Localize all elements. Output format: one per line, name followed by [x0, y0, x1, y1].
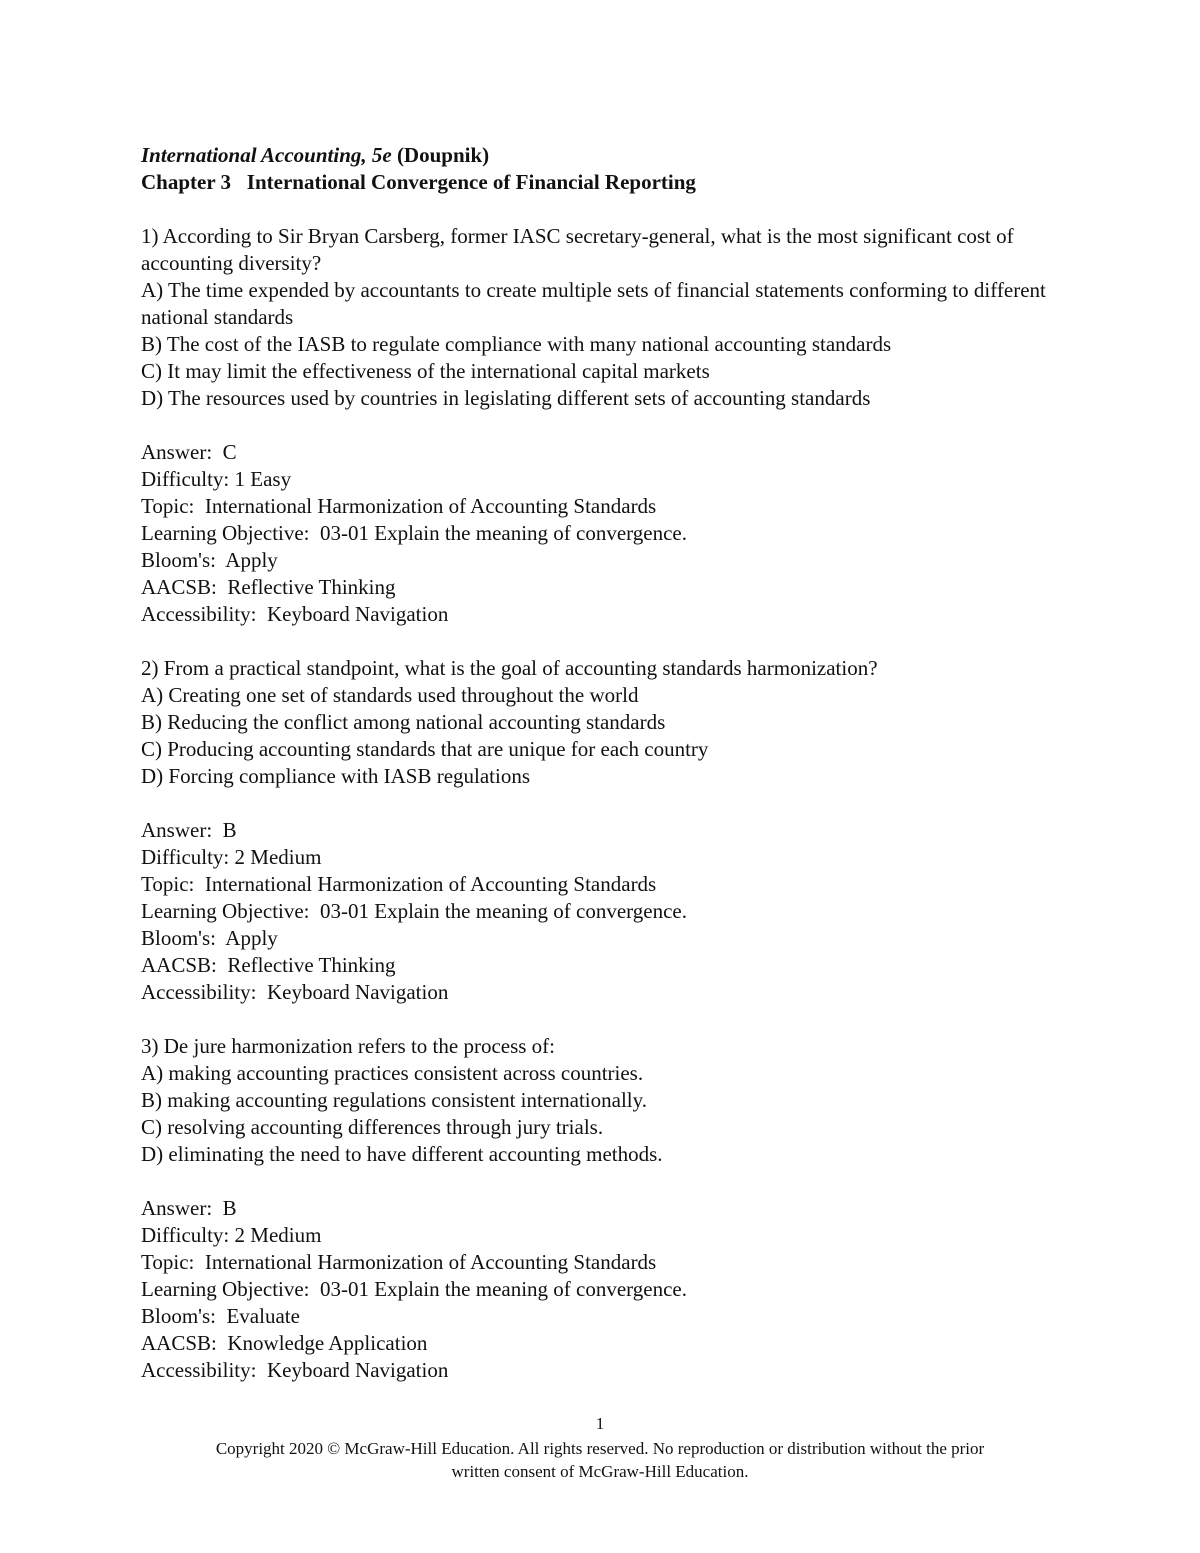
answer-key: Answer: B	[141, 818, 237, 842]
spacer	[141, 412, 1061, 439]
answer-key: Answer: B	[141, 1196, 237, 1220]
topic: Topic: International Harmonization of Accounting Standards	[141, 872, 657, 896]
accessibility: Accessibility: Keyboard Navigation	[141, 980, 449, 1004]
accessibility: Accessibility: Keyboard Navigation	[141, 1358, 449, 1382]
difficulty: Difficulty: 1 Easy	[141, 467, 292, 491]
accessibility: Accessibility: Keyboard Navigation	[141, 602, 449, 626]
answer-option: D) The resources used by countries in legislating different sets of accounting standards	[141, 386, 871, 410]
topic: Topic: International Harmonization of Accounting Standards	[141, 1250, 657, 1274]
book-author: (Doupnik)	[391, 143, 490, 167]
spacer	[141, 628, 1061, 655]
page-number: 1	[595, 1414, 605, 1433]
answer-option: D) eliminating the need to have different accounting methods.	[141, 1142, 663, 1166]
document-body	[141, 142, 1061, 1384]
answer-option: B) The cost of the IASB to regulate compliance with many national accounting standards	[141, 332, 892, 356]
spacer	[141, 790, 1061, 817]
answer-option: C) resolving accounting differences through jury trials.	[141, 1115, 604, 1139]
difficulty: Difficulty: 2 Medium	[141, 1223, 322, 1247]
learning-objective: Learning Objective: 03-01 Explain the meaning of convergence.	[141, 899, 687, 923]
spacer	[141, 1006, 1061, 1033]
aacsb: AACSB: Reflective Thinking	[141, 575, 396, 599]
book-title: International Accounting, 5e	[141, 143, 392, 167]
blooms-level: Bloom's: Evaluate	[141, 1304, 300, 1328]
answer-option: A) Creating one set of standards used throughout the world	[141, 683, 639, 707]
topic: Topic: International Harmonization of Accounting Standards	[141, 494, 657, 518]
copyright-line: Copyright 2020 © McGraw-Hill Education. All rights reserved. No reproduction or distribution without the prior	[215, 1439, 985, 1458]
question-block-3	[141, 1033, 1061, 1384]
spacer	[141, 1168, 1061, 1195]
document-title	[141, 142, 1061, 169]
answer-option: A) The time expended by accountants to create multiple sets of financial statements conforming to different national standards	[141, 278, 1046, 329]
answer-option: A) making accounting practices consistent across countries.	[141, 1061, 644, 1085]
answer-option: C) Producing accounting standards that are unique for each country	[141, 737, 709, 761]
answer-option: D) Forcing compliance with IASB regulations	[141, 764, 531, 788]
spacer	[141, 196, 1061, 223]
question-stem: 2) From a practical standpoint, what is the goal of accounting standards harmonization?	[141, 656, 878, 680]
question-stem: 3) De jure harmonization refers to the process of:	[141, 1034, 556, 1058]
aacsb: AACSB: Reflective Thinking	[141, 953, 396, 977]
question-stem: 1) According to Sir Bryan Carsberg, former IASC secretary-general, what is the most significant cost of accounting diversity?	[141, 224, 1014, 275]
blooms-level: Bloom's: Apply	[141, 548, 278, 572]
answer-option: B) Reducing the conflict among national accounting standards	[141, 710, 666, 734]
aacsb: AACSB: Knowledge Application	[141, 1331, 428, 1355]
learning-objective: Learning Objective: 03-01 Explain the meaning of convergence.	[141, 521, 687, 545]
answer-key: Answer: C	[141, 440, 237, 464]
question-block-2	[141, 655, 1061, 1006]
copyright-line: written consent of McGraw-Hill Education.	[451, 1462, 749, 1481]
question-block-1	[141, 223, 1061, 628]
blooms-level: Bloom's: Apply	[141, 926, 278, 950]
answer-option: C) It may limit the effectiveness of the international capital markets	[141, 359, 710, 383]
copyright-notice	[100, 1437, 1100, 1483]
learning-objective: Learning Objective: 03-01 Explain the meaning of convergence.	[141, 1277, 687, 1301]
answer-option: B) making accounting regulations consistent internationally.	[141, 1088, 648, 1112]
chapter-heading: Chapter 3 International Convergence of Financial Reporting	[141, 170, 696, 194]
difficulty: Difficulty: 2 Medium	[141, 845, 322, 869]
